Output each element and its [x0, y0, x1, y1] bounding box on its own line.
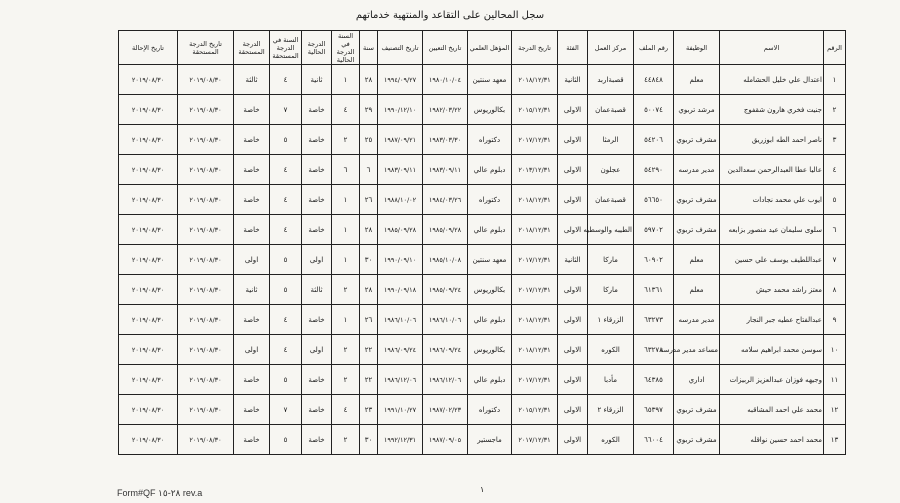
table-cell: الاولى: [558, 275, 588, 305]
table-cell: ثالثة: [234, 65, 270, 95]
table-cell: ١٩٨٧/٠٢/٢٣: [423, 395, 468, 425]
table-cell: ١٩٨٦/١٠/٠٦: [423, 305, 468, 335]
table-cell: ٤: [270, 215, 302, 245]
table-cell: ماركا: [588, 245, 634, 275]
table-cell: بكالوريوس: [468, 335, 512, 365]
table-cell: ٦٥٣٩٧: [634, 395, 674, 425]
table-cell: ١٩٨٥/١٠/٠٨: [423, 245, 468, 275]
table-cell: الثانية: [558, 65, 588, 95]
page-number: ١: [480, 485, 485, 494]
table-cell: ٢٠١٩/٠٨/٣٠: [119, 65, 178, 95]
table-cell: ٦: [824, 215, 846, 245]
table-cell: ١: [332, 215, 360, 245]
table-cell: ١٢: [824, 395, 846, 425]
table-cell: ١٩٨٦/٠٩/٢٤: [423, 335, 468, 365]
table-cell: عاليا عطا العبدالرحمن سعدالدين: [720, 155, 824, 185]
table-cell: مساعد مدير مدرسة: [674, 335, 720, 365]
table-cell: ٥٤٢٩٠: [634, 155, 674, 185]
table-cell: ٢٨: [360, 65, 378, 95]
table-cell: ٢٠١٧/١٢/٣١: [512, 275, 558, 305]
table-cell: سوسن محمد ابراهيم سلامه: [720, 335, 824, 365]
table-cell: ٤: [332, 395, 360, 425]
table-cell: خاصة: [302, 425, 332, 455]
table-cell: اعتدال علي خليل الحشامله: [720, 65, 824, 95]
table-cell: ١٩٨٠/١٠/٠٤: [423, 65, 468, 95]
table-row: [119, 215, 846, 245]
table-cell: معلم: [674, 245, 720, 275]
table-cell: ٨: [824, 275, 846, 305]
column-header: تاريخ التصنيف: [378, 31, 423, 65]
table-cell: ٢: [332, 275, 360, 305]
table-cell: ٥: [270, 275, 302, 305]
table-row: [119, 365, 846, 395]
table-cell: ١٩٩٤/٠٩/٢٧: [378, 65, 423, 95]
table-cell: ٢٠١٨/١٢/٣١: [512, 215, 558, 245]
table-cell: ٢٦: [360, 185, 378, 215]
table-cell: مأدبا: [588, 365, 634, 395]
table-cell: سلوى سليمان عيد منصور بزابعه: [720, 215, 824, 245]
table-cell: ٥٦٦٥٠: [634, 185, 674, 215]
table-cell: ٣٠: [360, 245, 378, 275]
table-cell: ٤: [270, 65, 302, 95]
table-cell: الاولى: [558, 125, 588, 155]
table-cell: ٢٠١٩/٠٨/٣٠: [178, 395, 234, 425]
table-cell: معلم: [674, 275, 720, 305]
table-cell: ٢٠١٩/٠٨/٣٠: [178, 305, 234, 335]
table-cell: ١٩٨٨/١٠/٠٢: [378, 185, 423, 215]
table-cell: ماجستير: [468, 425, 512, 455]
table-row: [119, 155, 846, 185]
table-cell: ناصر احمد الطه ابوزريق: [720, 125, 824, 155]
document-title: سجل المحالين على التقاعد والمنتهية خدماتهم: [355, 10, 545, 21]
table-cell: ٢: [332, 425, 360, 455]
table-cell: ١١: [824, 365, 846, 395]
table-cell: الكوره: [588, 425, 634, 455]
table-row: [119, 125, 846, 155]
table-cell: ٢٩: [360, 95, 378, 125]
table-cell: خاصة: [234, 155, 270, 185]
table-cell: ايوب علي محمد نجادات: [720, 185, 824, 215]
table-cell: ١٩٩٠/١٢/١٠: [378, 95, 423, 125]
table-cell: ٢٠١٧/١٢/٣١: [512, 245, 558, 275]
table-cell: ١٩٩٠/٠٩/١٠: [378, 245, 423, 275]
table-cell: قصبةعمان: [588, 95, 634, 125]
table-cell: ٢٠١٩/٠٨/٣٠: [119, 155, 178, 185]
column-header: تاريخ الدرجة: [512, 31, 558, 65]
column-header: المؤهل العلمي: [468, 31, 512, 65]
table-cell: الاولى: [558, 95, 588, 125]
table-header-row: [119, 31, 846, 65]
table-cell: اولى: [234, 245, 270, 275]
column-header: الفئة: [558, 31, 588, 65]
table-cell: ١٩٨٦/١٢/٠٦: [378, 365, 423, 395]
table-cell: اولى: [234, 335, 270, 365]
table-cell: ٤: [270, 185, 302, 215]
table-cell: ١٩٩١/١٠/٢٧: [378, 395, 423, 425]
form-code: Form#QF ٢٨-١٥ rev.a: [117, 488, 203, 498]
table-cell: معتز راشد محمد حيش: [720, 275, 824, 305]
table-cell: ٢٠١٩/٠٨/٣٠: [178, 365, 234, 395]
table-cell: اولى: [302, 335, 332, 365]
table-cell: خاصة: [234, 365, 270, 395]
table-cell: مشرف تربوي: [674, 125, 720, 155]
table-cell: ٢٥: [360, 125, 378, 155]
table-cell: دبلوم عالي: [468, 365, 512, 395]
table-cell: ٢٠١٥/١٢/٣١: [512, 395, 558, 425]
column-header: سنة: [360, 31, 378, 65]
table-cell: ٤: [332, 95, 360, 125]
table-cell: ١٠: [824, 335, 846, 365]
table-cell: الاولى: [558, 335, 588, 365]
table-cell: خاصة: [302, 305, 332, 335]
table-row: [119, 65, 846, 95]
table-cell: ٥: [270, 425, 302, 455]
table-cell: ٢٢: [360, 365, 378, 395]
table-cell: ٤: [824, 155, 846, 185]
table-cell: ٥: [824, 185, 846, 215]
table-cell: عجلون: [588, 155, 634, 185]
table-cell: الكوره: [588, 335, 634, 365]
table-cell: ٢٨: [360, 215, 378, 245]
table-cell: ٢٠١٨/١٢/٣١: [512, 305, 558, 335]
table-cell: عبداللطيف يوسف علي حسين: [720, 245, 824, 275]
table-cell: ٢٠١٩/٠٨/٣٠: [119, 125, 178, 155]
table-cell: اولى: [302, 245, 332, 275]
table-cell: ٢٠١٩/٠٨/٣٠: [178, 125, 234, 155]
column-header: الدرجة الحالية: [302, 31, 332, 65]
table-cell: ٢٠١٥/١٢/٣١: [512, 95, 558, 125]
table-cell: ٢٠١٩/٠٨/٣٠: [178, 155, 234, 185]
table-cell: ٢٠١٩/٠٨/٣٠: [119, 335, 178, 365]
table-cell: ١: [332, 185, 360, 215]
table-cell: ٣: [824, 125, 846, 155]
table-cell: خاصة: [302, 365, 332, 395]
table-cell: ٢٦: [360, 305, 378, 335]
table-cell: ٩: [824, 305, 846, 335]
column-header: السنة في الدرجة الحالية: [332, 31, 360, 65]
table-cell: ٢٠١٩/٠٨/٣٠: [178, 215, 234, 245]
table-cell: خاصة: [234, 125, 270, 155]
table-cell: ٥٤٢٠٦: [634, 125, 674, 155]
table-cell: معهد سنتين: [468, 65, 512, 95]
table-cell: ٦٣٢٧٣: [634, 305, 674, 335]
table-cell: ١٩٨٥/٠٩/٢٤: [423, 275, 468, 305]
column-header: الرقم: [824, 31, 846, 65]
table-cell: ٢٣: [360, 395, 378, 425]
table-cell: ١٩٩٠/٠٩/١٨: [378, 275, 423, 305]
table-cell: ماركا: [588, 275, 634, 305]
table-cell: بكالوريوس: [468, 95, 512, 125]
table-cell: مدير مدرسه: [674, 305, 720, 335]
table-cell: ٢٠١٩/٠٨/٣٠: [119, 245, 178, 275]
table-cell: ٢٠١٩/٠٨/٣٠: [178, 335, 234, 365]
table-cell: خاصة: [234, 395, 270, 425]
table-cell: ١٩٨٦/١٠/٠٦: [378, 305, 423, 335]
table-cell: ١٩٨٦/١٢/٠٦: [423, 365, 468, 395]
table-cell: ٢٨: [360, 275, 378, 305]
retirees-table: [118, 30, 846, 455]
table-cell: ٦٤٣٨٥: [634, 365, 674, 395]
table-cell: ١٩٩٢/١٢/٣١: [378, 425, 423, 455]
table-cell: الاولى: [558, 215, 588, 245]
table-cell: الاولى: [558, 185, 588, 215]
table-cell: الزرقاء ١: [588, 305, 634, 335]
table-cell: ١٩٨٣/٠٩/١١: [423, 155, 468, 185]
column-header: تاريخ الإحالة: [119, 31, 178, 65]
table-cell: ٢٠١٩/٠٨/٣٠: [119, 275, 178, 305]
table-cell: دكتوراه: [468, 185, 512, 215]
table-cell: محمد علي احمد المشاقبه: [720, 395, 824, 425]
column-header: الوظيفة: [674, 31, 720, 65]
table-cell: ٧: [270, 395, 302, 425]
table-cell: ٢٠١٩/٠٨/٣٠: [119, 185, 178, 215]
table-cell: خاصة: [234, 95, 270, 125]
table-cell: اداري: [674, 365, 720, 395]
table-cell: ٢٠١٩/٠٨/٣٠: [119, 365, 178, 395]
table-cell: ٢٠١٩/٠٨/٣٠: [119, 425, 178, 455]
table-cell: محمد احمد حسين نواقله: [720, 425, 824, 455]
table-cell: ٢٢: [360, 335, 378, 365]
column-header: تاريخ التعيين: [423, 31, 468, 65]
table-cell: قصبةعمان: [588, 185, 634, 215]
table-cell: ٢: [332, 365, 360, 395]
table-cell: ١٩٨٧/٠٩/٠٥: [423, 425, 468, 455]
table-cell: خاصة: [302, 125, 332, 155]
table-cell: ٦٦٠٠٤: [634, 425, 674, 455]
table-cell: ٢٠١٨/١٢/٣١: [512, 185, 558, 215]
table-cell: دكتوراه: [468, 395, 512, 425]
table-cell: ٢٠١٧/١٢/٣١: [512, 425, 558, 455]
table-cell: ٢٠١٣/١٢/٣١: [512, 155, 558, 185]
table-cell: قصبةاربد: [588, 65, 634, 95]
table-cell: خاصة: [234, 425, 270, 455]
table-cell: ٢٠١٩/٠٨/٣٠: [178, 425, 234, 455]
table-cell: خاصة: [302, 395, 332, 425]
table-row: [119, 335, 846, 365]
table-cell: ١: [332, 65, 360, 95]
table-cell: ٢: [332, 335, 360, 365]
table-cell: ٤: [270, 335, 302, 365]
table-cell: الاولى: [558, 305, 588, 335]
table-cell: ٥: [270, 245, 302, 275]
table-cell: ثانية: [302, 65, 332, 95]
table-cell: ٦١٣٦١: [634, 275, 674, 305]
table-cell: ١: [332, 305, 360, 335]
table-cell: الرمثا: [588, 125, 634, 155]
column-header: الاسم: [720, 31, 824, 65]
table-cell: ١٩٨٧/٠٩/٢١: [378, 125, 423, 155]
table-cell: ٢: [824, 95, 846, 125]
table-cell: ٢٠١٩/٠٨/٣٠: [178, 95, 234, 125]
table-cell: جنيت فخري هارون شقفوج: [720, 95, 824, 125]
table-cell: مدير مدرسه: [674, 155, 720, 185]
table-cell: خاصة: [234, 305, 270, 335]
table-cell: ١٩٨٣/٠٩/١١: [378, 155, 423, 185]
table-cell: ١٣: [824, 425, 846, 455]
table-cell: ٢٠١٩/٠٨/٣٠: [178, 275, 234, 305]
table-cell: ٤: [270, 155, 302, 185]
table-cell: خاصة: [302, 185, 332, 215]
table-cell: ثالثة: [302, 275, 332, 305]
table-cell: عبدالفتاح عطيه جبر النجار: [720, 305, 824, 335]
column-header: السنة في الدرجة المستحقة: [270, 31, 302, 65]
table-cell: ثانية: [234, 275, 270, 305]
table-cell: ٧: [824, 245, 846, 275]
table-cell: ٢٠١٧/١٢/٣١: [512, 125, 558, 155]
table-cell: مشرف تربوي: [674, 185, 720, 215]
table-cell: ٦: [360, 155, 378, 185]
table-cell: الاولى: [558, 395, 588, 425]
table-cell: ١: [824, 65, 846, 95]
table-cell: ٢٠١٩/٠٨/٣٠: [178, 245, 234, 275]
table-cell: بكالوريوس: [468, 275, 512, 305]
table-row: [119, 395, 846, 425]
table-cell: الزرقاء ٢: [588, 395, 634, 425]
table-cell: ٥٠٠٧٤: [634, 95, 674, 125]
table-cell: دبلوم عالي: [468, 305, 512, 335]
table-row: [119, 95, 846, 125]
table-row: [119, 245, 846, 275]
column-header: مركز العمل: [588, 31, 634, 65]
table-cell: ٢: [332, 125, 360, 155]
table-cell: مرشد تربوي: [674, 95, 720, 125]
table-row: [119, 305, 846, 335]
table-row: [119, 185, 846, 215]
table-cell: خاصة: [234, 185, 270, 215]
table-cell: ٥: [270, 365, 302, 395]
table-cell: الاولى: [558, 425, 588, 455]
table-cell: مشرف تربوي: [674, 215, 720, 245]
table-cell: ١: [332, 245, 360, 275]
table-cell: وجيهه فوزان عبدالعزيز الربيزات: [720, 365, 824, 395]
table-cell: ٢٠١٩/٠٨/٣٠: [119, 215, 178, 245]
column-header: تاريخ الدرجة المستحقة: [178, 31, 234, 65]
table-cell: ٤٤٨٤٨: [634, 65, 674, 95]
table-cell: الاولى: [558, 365, 588, 395]
table-cell: ٢٠١٩/٠٨/٣٠: [119, 395, 178, 425]
table-cell: ٤: [270, 305, 302, 335]
table-cell: ١٩٨٦/٠٩/٢٤: [378, 335, 423, 365]
table-cell: ٦٣٢٧٨: [634, 335, 674, 365]
table-cell: خاصة: [234, 215, 270, 245]
table-row: [119, 275, 846, 305]
table-cell: الاولى: [558, 155, 588, 185]
table-cell: ٦: [332, 155, 360, 185]
table-cell: ٢٠١٨/١٢/٣١: [512, 335, 558, 365]
column-header: الدرجة المستحقة: [234, 31, 270, 65]
table-cell: ٧: [270, 95, 302, 125]
table-cell: ١٩٨٥/٠٩/٢٨: [423, 215, 468, 245]
table-cell: ١٩٨٤/٠٣/٢٦: [423, 185, 468, 215]
table-cell: الطيبه والوسطيه: [588, 215, 634, 245]
table-cell: ٢٠١٨/١٢/٣١: [512, 65, 558, 95]
table-cell: ١٩٨٢/٠٣/٢٢: [423, 95, 468, 125]
table-cell: دبلوم عالي: [468, 215, 512, 245]
table-cell: ٣٠: [360, 425, 378, 455]
table-cell: دكتوراه: [468, 125, 512, 155]
table-cell: ١٩٨٥/٠٩/٢٨: [378, 215, 423, 245]
table-cell: ١٩٨٣/٠٣/٣٠: [423, 125, 468, 155]
table-cell: خاصة: [302, 155, 332, 185]
table-cell: خاصة: [302, 95, 332, 125]
table-cell: ٢٠١٩/٠٨/٣٠: [178, 65, 234, 95]
table-cell: ٢٠١٧/١٢/٣١: [512, 365, 558, 395]
column-header: رقم الملف: [634, 31, 674, 65]
table-cell: معهد سنتين: [468, 245, 512, 275]
table-cell: ٢٠١٩/٠٨/٣٠: [119, 95, 178, 125]
table-cell: ٢٠١٩/٠٨/٣٠: [178, 185, 234, 215]
table-cell: مشرف تربوي: [674, 425, 720, 455]
table-cell: ٦٠٩٠٢: [634, 245, 674, 275]
table-cell: ٥: [270, 125, 302, 155]
table-cell: خاصة: [302, 215, 332, 245]
table-cell: مشرف تربوي: [674, 395, 720, 425]
table-cell: الثانية: [558, 245, 588, 275]
table-cell: معلم: [674, 65, 720, 95]
table-cell: ٥٩٧٠٢: [634, 215, 674, 245]
table-cell: ٢٠١٩/٠٨/٣٠: [119, 305, 178, 335]
table-cell: دبلوم عالي: [468, 155, 512, 185]
table-row: [119, 425, 846, 455]
table-body: [119, 65, 846, 455]
